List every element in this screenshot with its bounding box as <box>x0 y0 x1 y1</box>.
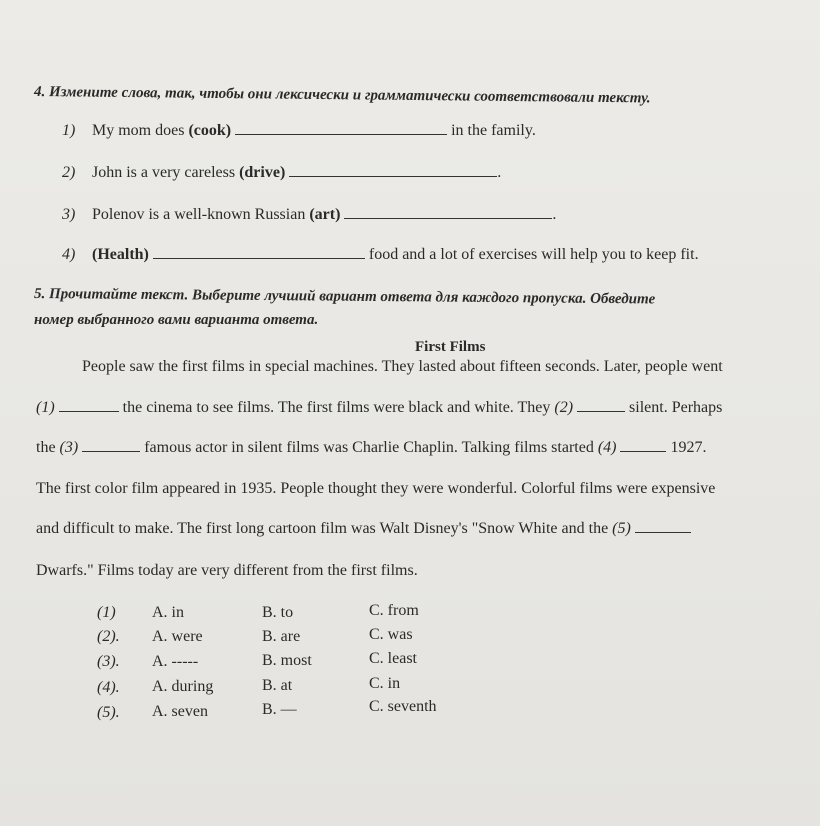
answer-blank[interactable] <box>289 175 497 177</box>
option-c[interactable]: C. least <box>369 650 417 667</box>
text-line-3 <box>36 439 706 457</box>
task4-title: 4. Измените слова, так, чтобы они лексически и грамматически соответствовали тексту. <box>33 84 651 107</box>
text-segment: silent. Perhaps <box>629 399 723 416</box>
item-text: John is a very careless <box>92 164 236 181</box>
item-word: (art) <box>309 206 341 223</box>
item-number: 4) <box>62 246 76 263</box>
option-row-number: (3). <box>97 653 120 670</box>
option-a[interactable]: A. ----- <box>152 653 199 670</box>
item-text: Polenov is a well-known Russian <box>92 206 306 223</box>
text-segment: and difficult to make. The first long cartoon film was Walt Disney's "Snow White and the <box>36 520 609 537</box>
option-row-number: (4). <box>97 679 120 696</box>
answer-blank[interactable] <box>344 217 552 219</box>
item-word: (drive) <box>239 164 286 181</box>
option-a[interactable]: A. in <box>152 604 184 621</box>
item-number: 2) <box>62 164 76 181</box>
answer-blank[interactable] <box>153 257 365 259</box>
text-segment: famous actor in silent films was Charlie Chaplin. Talking films started <box>144 439 594 456</box>
task5-title-line-2: номер выбранного вами варианта ответа. <box>34 312 319 328</box>
text-line-6: Dwarfs." Films today are very different from the first films. <box>36 562 418 579</box>
gap-blank-2[interactable] <box>577 410 625 412</box>
item-number: 1) <box>62 122 76 139</box>
gap-number: (1) <box>36 399 55 416</box>
gap-number: (2) <box>554 399 574 416</box>
gap-blank-3[interactable] <box>82 450 140 452</box>
text-line-4: The first color film appeared in 1935. People thought they were wonderful. Colorful films were expensive <box>36 480 716 497</box>
option-a[interactable]: A. during <box>152 678 214 695</box>
item-text-after: . <box>552 206 557 223</box>
option-b[interactable]: B. most <box>262 652 312 669</box>
item-number: 3) <box>62 206 76 223</box>
item-text: My mom does <box>92 122 185 139</box>
option-b[interactable]: B. at <box>262 677 293 694</box>
option-row-number: (5). <box>97 704 120 721</box>
gap-number: (4) <box>597 439 617 456</box>
option-c[interactable]: C. in <box>369 675 401 692</box>
option-a[interactable]: A. seven <box>152 703 208 720</box>
option-b[interactable]: B. — <box>262 701 297 718</box>
item-word: (cook) <box>188 122 232 139</box>
text-segment: the <box>36 439 56 456</box>
text-line-2 <box>36 399 722 417</box>
text-segment: the cinema to see films. The first films were black and white. They <box>122 399 551 416</box>
gap-blank-5[interactable] <box>635 531 691 533</box>
task4-item-4 <box>62 246 699 264</box>
task4-item-2 <box>62 164 501 182</box>
text-segment: 1927. <box>670 439 707 456</box>
item-word: (Health) <box>92 246 149 263</box>
option-row-number: (1) <box>97 604 116 621</box>
gap-number: (3) <box>59 439 79 456</box>
gap-blank-1[interactable] <box>59 410 119 412</box>
option-b[interactable]: B. to <box>262 604 294 621</box>
gap-number: (5) <box>612 520 631 537</box>
text-line-1: People saw the first films in special machines. They lasted about fifteen seconds. Later, people went <box>82 358 723 375</box>
option-c[interactable]: C. was <box>369 626 413 643</box>
option-c[interactable]: C. from <box>369 602 419 619</box>
gap-blank-4[interactable] <box>620 450 666 452</box>
text-line-5 <box>36 520 691 538</box>
task4-item-1 <box>62 122 536 140</box>
text-heading: First Films <box>415 339 486 355</box>
answer-blank[interactable] <box>235 133 447 135</box>
item-text-after: food and a lot of exercises will help you to keep fit. <box>368 246 699 263</box>
task5-title-line-1: 5. Прочитайте текст. Выберите лучший вариант ответа для каждого пропуска. Обведите <box>33 286 656 308</box>
item-text-after: in the family. <box>451 122 536 139</box>
option-b[interactable]: B. are <box>262 628 301 645</box>
task4-item-3 <box>62 206 556 224</box>
option-a[interactable]: A. were <box>152 628 203 645</box>
item-text-after: . <box>497 164 502 181</box>
option-c[interactable]: C. seventh <box>369 698 437 715</box>
option-row-number: (2). <box>97 628 120 645</box>
